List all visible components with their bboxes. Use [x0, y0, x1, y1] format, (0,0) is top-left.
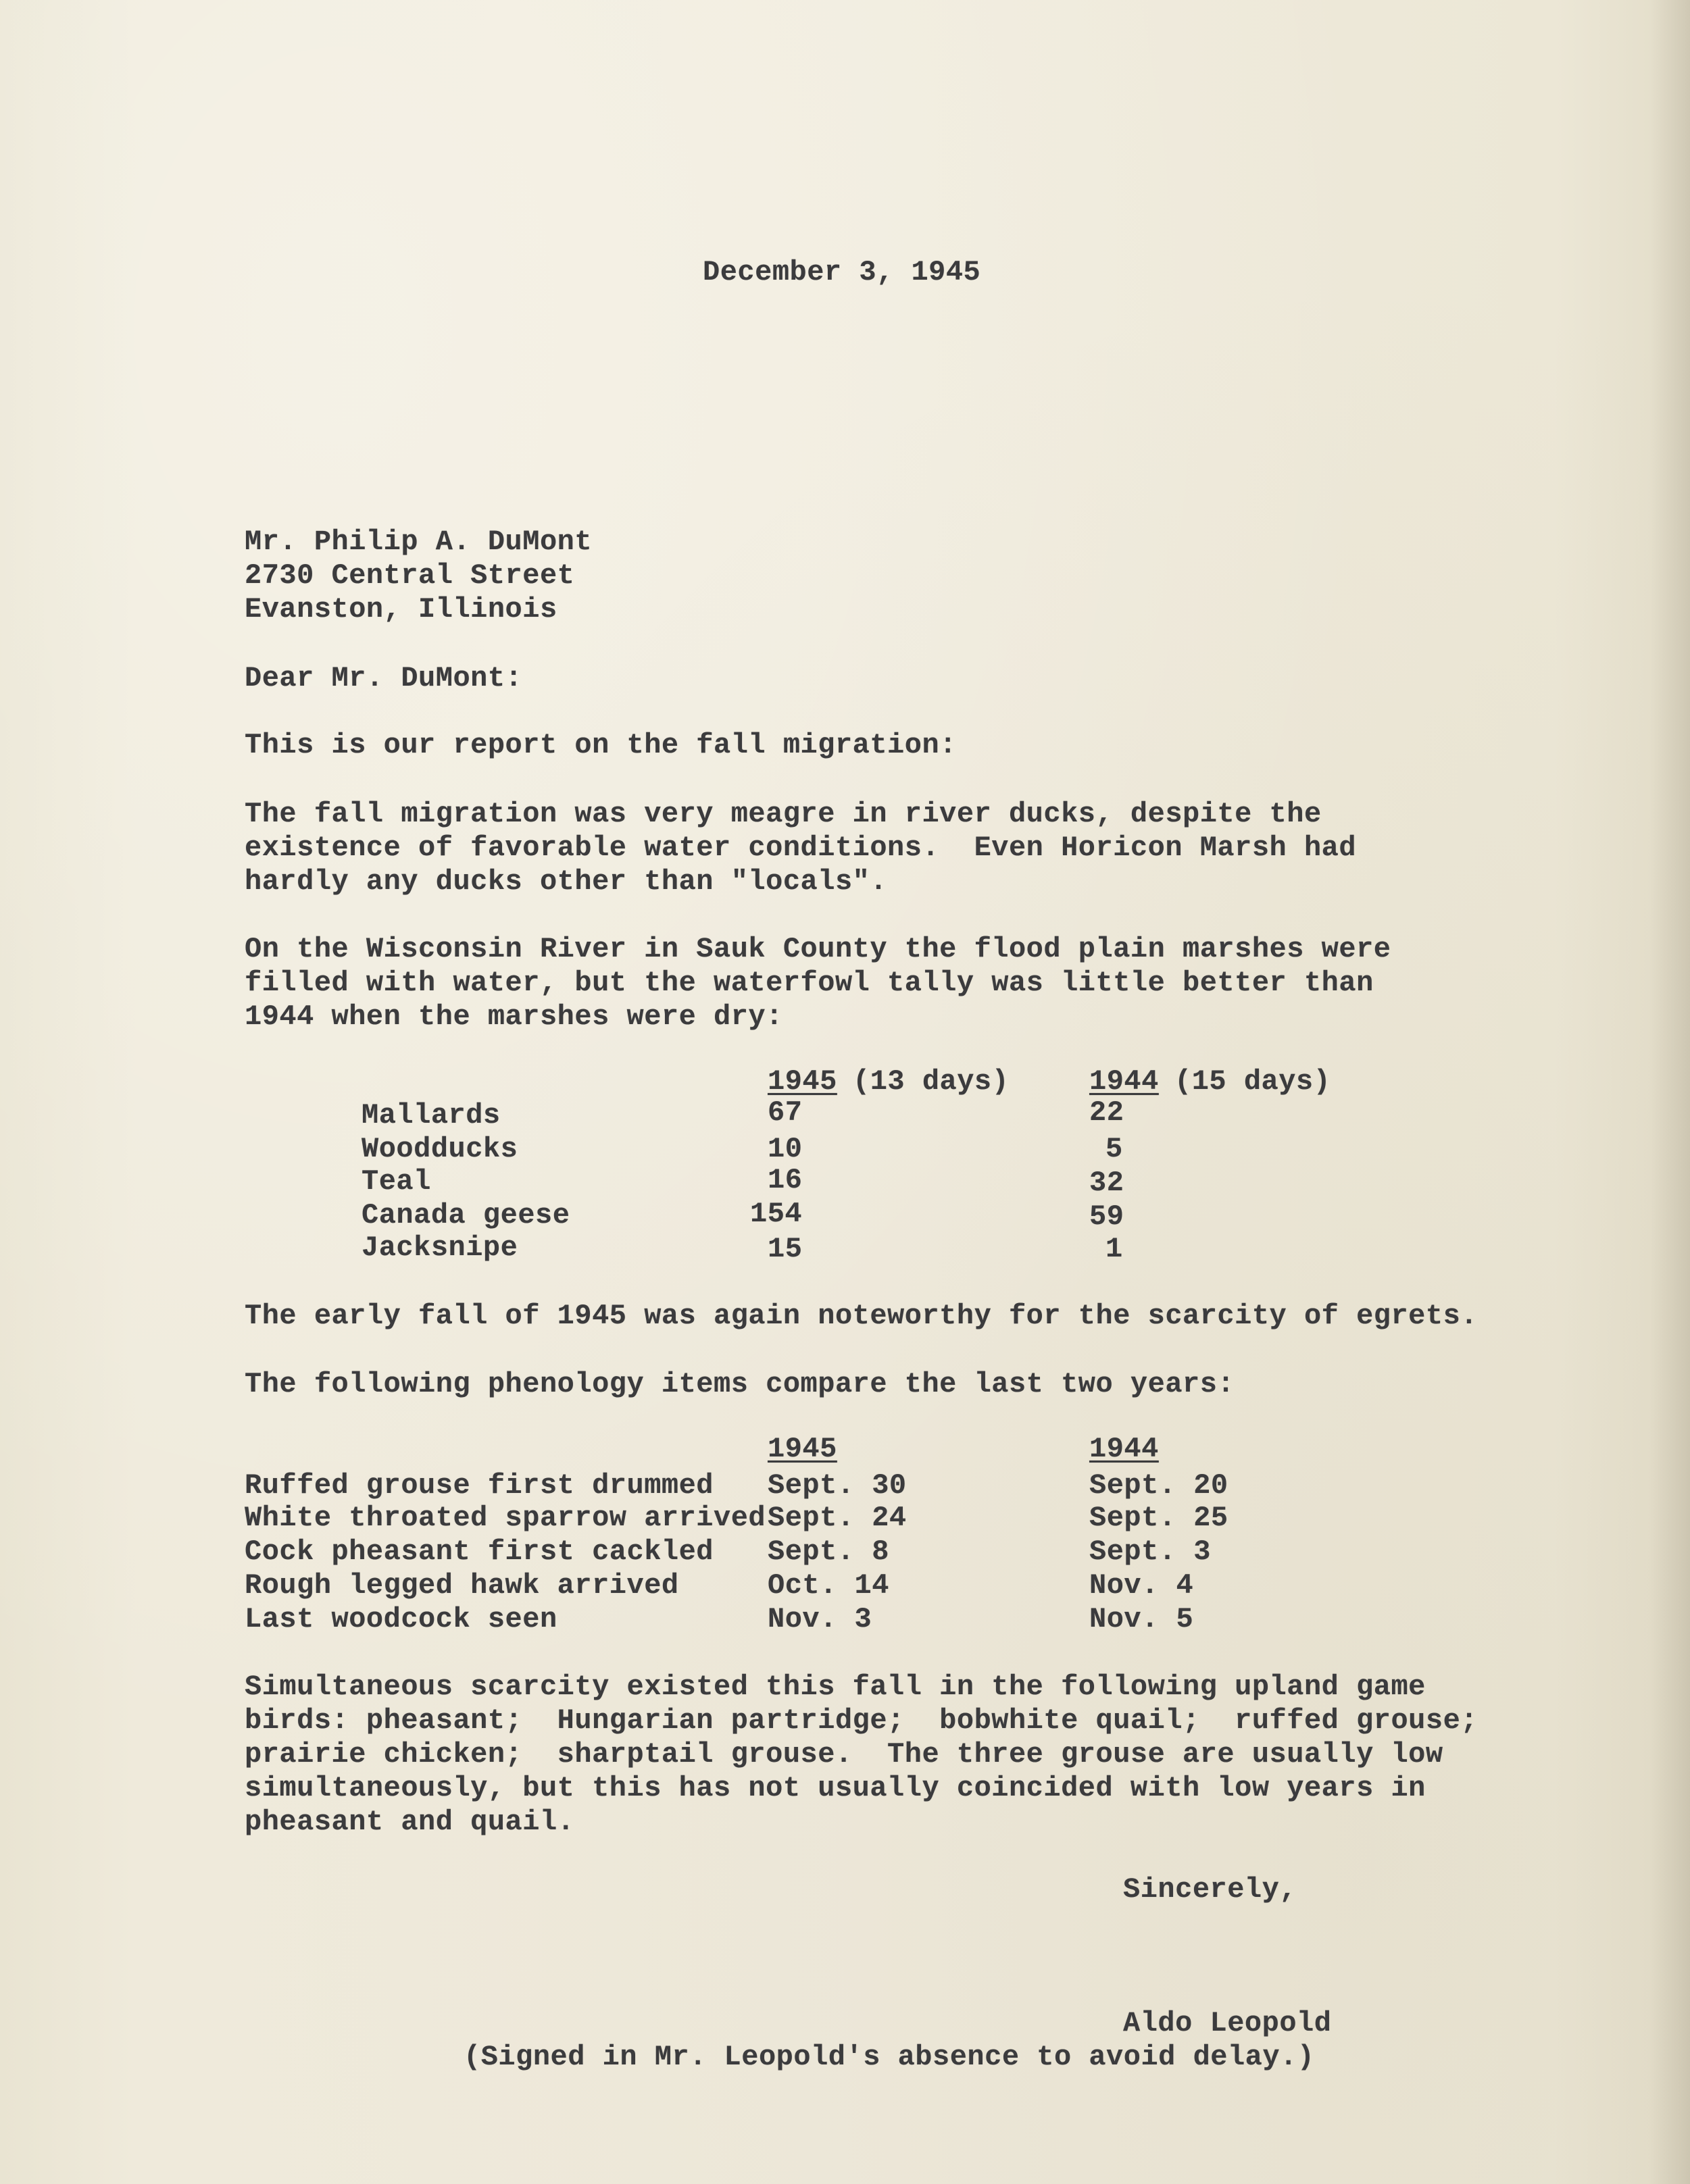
waterfowl-species: Teal: [362, 1165, 431, 1198]
waterfowl-count-1945: 15: [768, 1233, 803, 1265]
phenology-date-1945: Oct. 14: [768, 1569, 889, 1602]
paragraph-line: existence of favorable water conditions. Even Horicon Marsh had: [245, 832, 1357, 864]
phenology-date-1945: Sept. 30: [768, 1469, 907, 1502]
waterfowl-count-1944: 1: [1105, 1233, 1123, 1265]
waterfowl-header-1944-note: (15 days): [1174, 1065, 1331, 1098]
phenology-header-1945: 1945: [768, 1433, 837, 1465]
paragraph-line: On the Wisconsin River in Sauk County the flood plain marshes were: [245, 933, 1391, 965]
waterfowl-count-1945: 154: [750, 1198, 803, 1230]
waterfowl-count-1945: 10: [768, 1133, 803, 1165]
signature-note: (Signed in Mr. Leopold's absence to avoid delay.): [464, 2041, 1315, 2073]
waterfowl-count-1944: 59: [1089, 1200, 1124, 1233]
signature-name: Aldo Leopold: [1123, 2007, 1332, 2039]
paragraph-line: pheasant and quail.: [245, 1806, 575, 1838]
phenology-item: Ruffed grouse first drummed: [245, 1469, 714, 1502]
waterfowl-count-1944: 32: [1089, 1167, 1124, 1199]
phenology-intro: The following phenology items compare the last two years:: [245, 1368, 1235, 1400]
waterfowl-species: Mallards: [362, 1099, 501, 1132]
waterfowl-header-1945-note: (13 days): [853, 1065, 1010, 1098]
phenology-date-1944: Nov. 5: [1089, 1603, 1194, 1635]
phenology-item: Cock pheasant first cackled: [245, 1535, 714, 1568]
paragraph-line: simultaneously, but this has not usually coincided with low years in: [245, 1772, 1426, 1804]
egrets-sentence: The early fall of 1945 was again noteworthy for the scarcity of egrets.: [245, 1300, 1478, 1332]
recipient-street: 2730 Central Street: [245, 559, 575, 592]
paragraph-line: 1944 when the marshes were dry:: [245, 1000, 783, 1033]
waterfowl-species: Canada geese: [362, 1199, 570, 1231]
phenology-item: Rough legged hawk arrived: [245, 1569, 679, 1602]
letter-date: December 3, 1945: [703, 256, 981, 288]
waterfowl-header-1945: 1945: [768, 1065, 837, 1098]
recipient-name: Mr. Philip A. DuMont: [245, 526, 593, 558]
phenology-date-1944: Sept. 25: [1089, 1502, 1228, 1534]
waterfowl-count-1944: 5: [1105, 1133, 1123, 1165]
phenology-date-1945: Nov. 3: [768, 1603, 872, 1635]
waterfowl-header-1944: 1944: [1089, 1065, 1159, 1098]
phenology-item: Last woodcock seen: [245, 1603, 557, 1635]
closing: Sincerely,: [1123, 1873, 1297, 1906]
intro-line: This is our report on the fall migration:: [245, 729, 957, 761]
phenology-date-1944: Sept. 3: [1089, 1535, 1211, 1568]
waterfowl-count-1945: 67: [768, 1096, 803, 1129]
phenology-date-1945: Sept. 8: [768, 1535, 889, 1568]
paragraph-line: Simultaneous scarcity existed this fall in the following upland game: [245, 1671, 1426, 1703]
paragraph-migration: [245, 797, 1481, 898]
phenology-header-1944: 1944: [1089, 1433, 1159, 1465]
waterfowl-count-1944: 22: [1089, 1096, 1124, 1129]
phenology-item: White throated sparrow arrived: [245, 1502, 766, 1534]
paragraph-wisconsin-river: [245, 932, 1481, 1034]
paragraph-line: hardly any ducks other than "locals".: [245, 865, 888, 898]
recipient-city: Evanston, Illinois: [245, 593, 557, 626]
paragraph-line: prairie chicken; sharptail grouse. The three grouse are usually low: [245, 1738, 1443, 1771]
waterfowl-species: Woodducks: [362, 1133, 518, 1165]
paragraph-line: birds: pheasant; Hungarian partridge; bobwhite quail; ruffed grouse;: [245, 1704, 1478, 1737]
waterfowl-count-1945: 16: [768, 1164, 803, 1196]
waterfowl-species: Jacksnipe: [362, 1231, 518, 1264]
phenology-date-1944: Nov. 4: [1089, 1569, 1194, 1602]
paragraph-line: filled with water, but the waterfowl tally was little better than: [245, 967, 1374, 999]
salutation: Dear Mr. DuMont:: [245, 662, 523, 694]
paragraph-upland-game: [245, 1670, 1481, 1839]
phenology-date-1944: Sept. 20: [1089, 1469, 1228, 1502]
paragraph-line: The fall migration was very meagre in river ducks, despite the: [245, 798, 1322, 830]
phenology-date-1945: Sept. 24: [768, 1502, 907, 1534]
